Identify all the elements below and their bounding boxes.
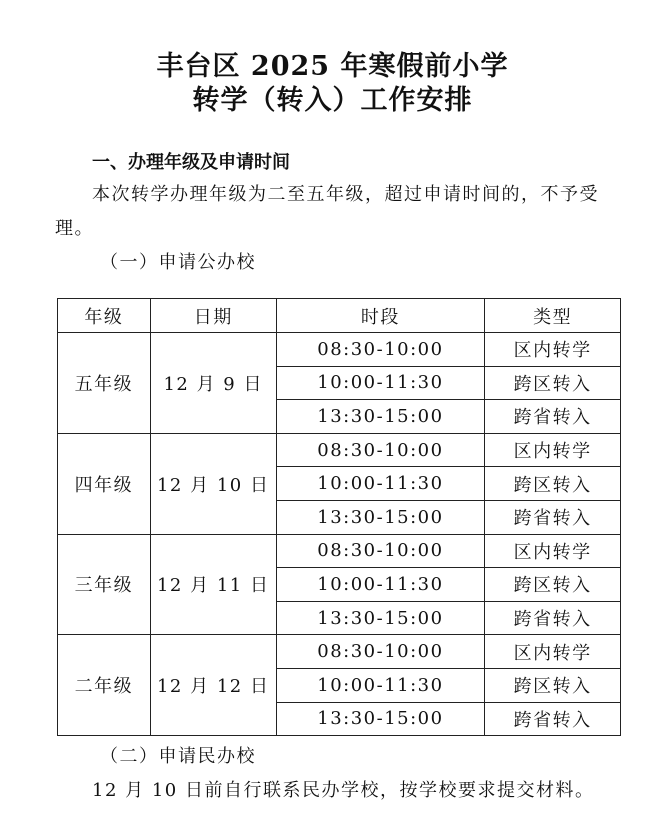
table-row xyxy=(58,635,621,669)
time-cell: 08:30-10:00 xyxy=(276,635,485,669)
page-title-line-1: 丰台区 2025 年寒假前小学 xyxy=(156,51,509,82)
date-cell: 12 月 9 日 xyxy=(150,333,276,434)
header-type: 类型 xyxy=(485,299,621,333)
grade-cell: 四年级 xyxy=(58,433,151,534)
type-cell: 区内转学 xyxy=(485,333,621,367)
time-cell: 10:00-11:30 xyxy=(276,366,485,400)
private-school-paragraph: 12 月 10 日前自行联系民办学校，按学校要求提交材料。 xyxy=(92,780,595,801)
type-cell: 跨区转入 xyxy=(485,366,621,400)
type-cell: 跨省转入 xyxy=(485,702,621,736)
time-cell: 10:00-11:30 xyxy=(276,568,485,602)
type-cell: 跨区转入 xyxy=(485,467,621,501)
subheading-public-school: （一）申请公办校 xyxy=(100,252,256,273)
table-row xyxy=(58,534,621,568)
type-cell: 区内转学 xyxy=(485,433,621,467)
time-cell: 10:00-11:30 xyxy=(276,467,485,501)
time-cell: 13:30-15:00 xyxy=(276,400,485,434)
time-cell: 08:30-10:00 xyxy=(276,333,485,367)
type-cell: 区内转学 xyxy=(485,534,621,568)
table-header-row xyxy=(58,299,621,333)
section-heading: 一、办理年级及申请时间 xyxy=(92,152,290,173)
header-grade: 年级 xyxy=(58,299,151,333)
type-cell: 跨区转入 xyxy=(485,668,621,702)
time-cell: 13:30-15:00 xyxy=(276,702,485,736)
type-cell: 区内转学 xyxy=(485,635,621,669)
time-cell: 08:30-10:00 xyxy=(276,433,485,467)
header-time: 时段 xyxy=(276,299,485,333)
subheading-private-school: （二）申请民办校 xyxy=(100,746,256,767)
grade-cell: 三年级 xyxy=(58,534,151,635)
type-cell: 跨区转入 xyxy=(485,568,621,602)
time-cell: 08:30-10:00 xyxy=(276,534,485,568)
type-cell: 跨省转入 xyxy=(485,601,621,635)
type-cell: 跨省转入 xyxy=(485,500,621,534)
page-title-line-2: 转学（转入）工作安排 xyxy=(192,85,473,116)
date-cell: 12 月 11 日 xyxy=(150,534,276,635)
time-cell: 13:30-15:00 xyxy=(276,500,485,534)
date-cell: 12 月 12 日 xyxy=(150,635,276,736)
header-date: 日期 xyxy=(150,299,276,333)
table-row xyxy=(58,333,621,367)
grade-cell: 五年级 xyxy=(58,333,151,434)
table-row xyxy=(58,433,621,467)
intro-paragraph-line-2: 理。 xyxy=(55,218,94,239)
time-cell: 13:30-15:00 xyxy=(276,601,485,635)
schedule-table xyxy=(57,298,621,736)
grade-cell: 二年级 xyxy=(58,635,151,736)
date-cell: 12 月 10 日 xyxy=(150,433,276,534)
time-cell: 10:00-11:30 xyxy=(276,668,485,702)
intro-paragraph-line-1: 本次转学办理年级为二至五年级，超过申请时间的，不予受 xyxy=(92,184,599,205)
type-cell: 跨省转入 xyxy=(485,400,621,434)
